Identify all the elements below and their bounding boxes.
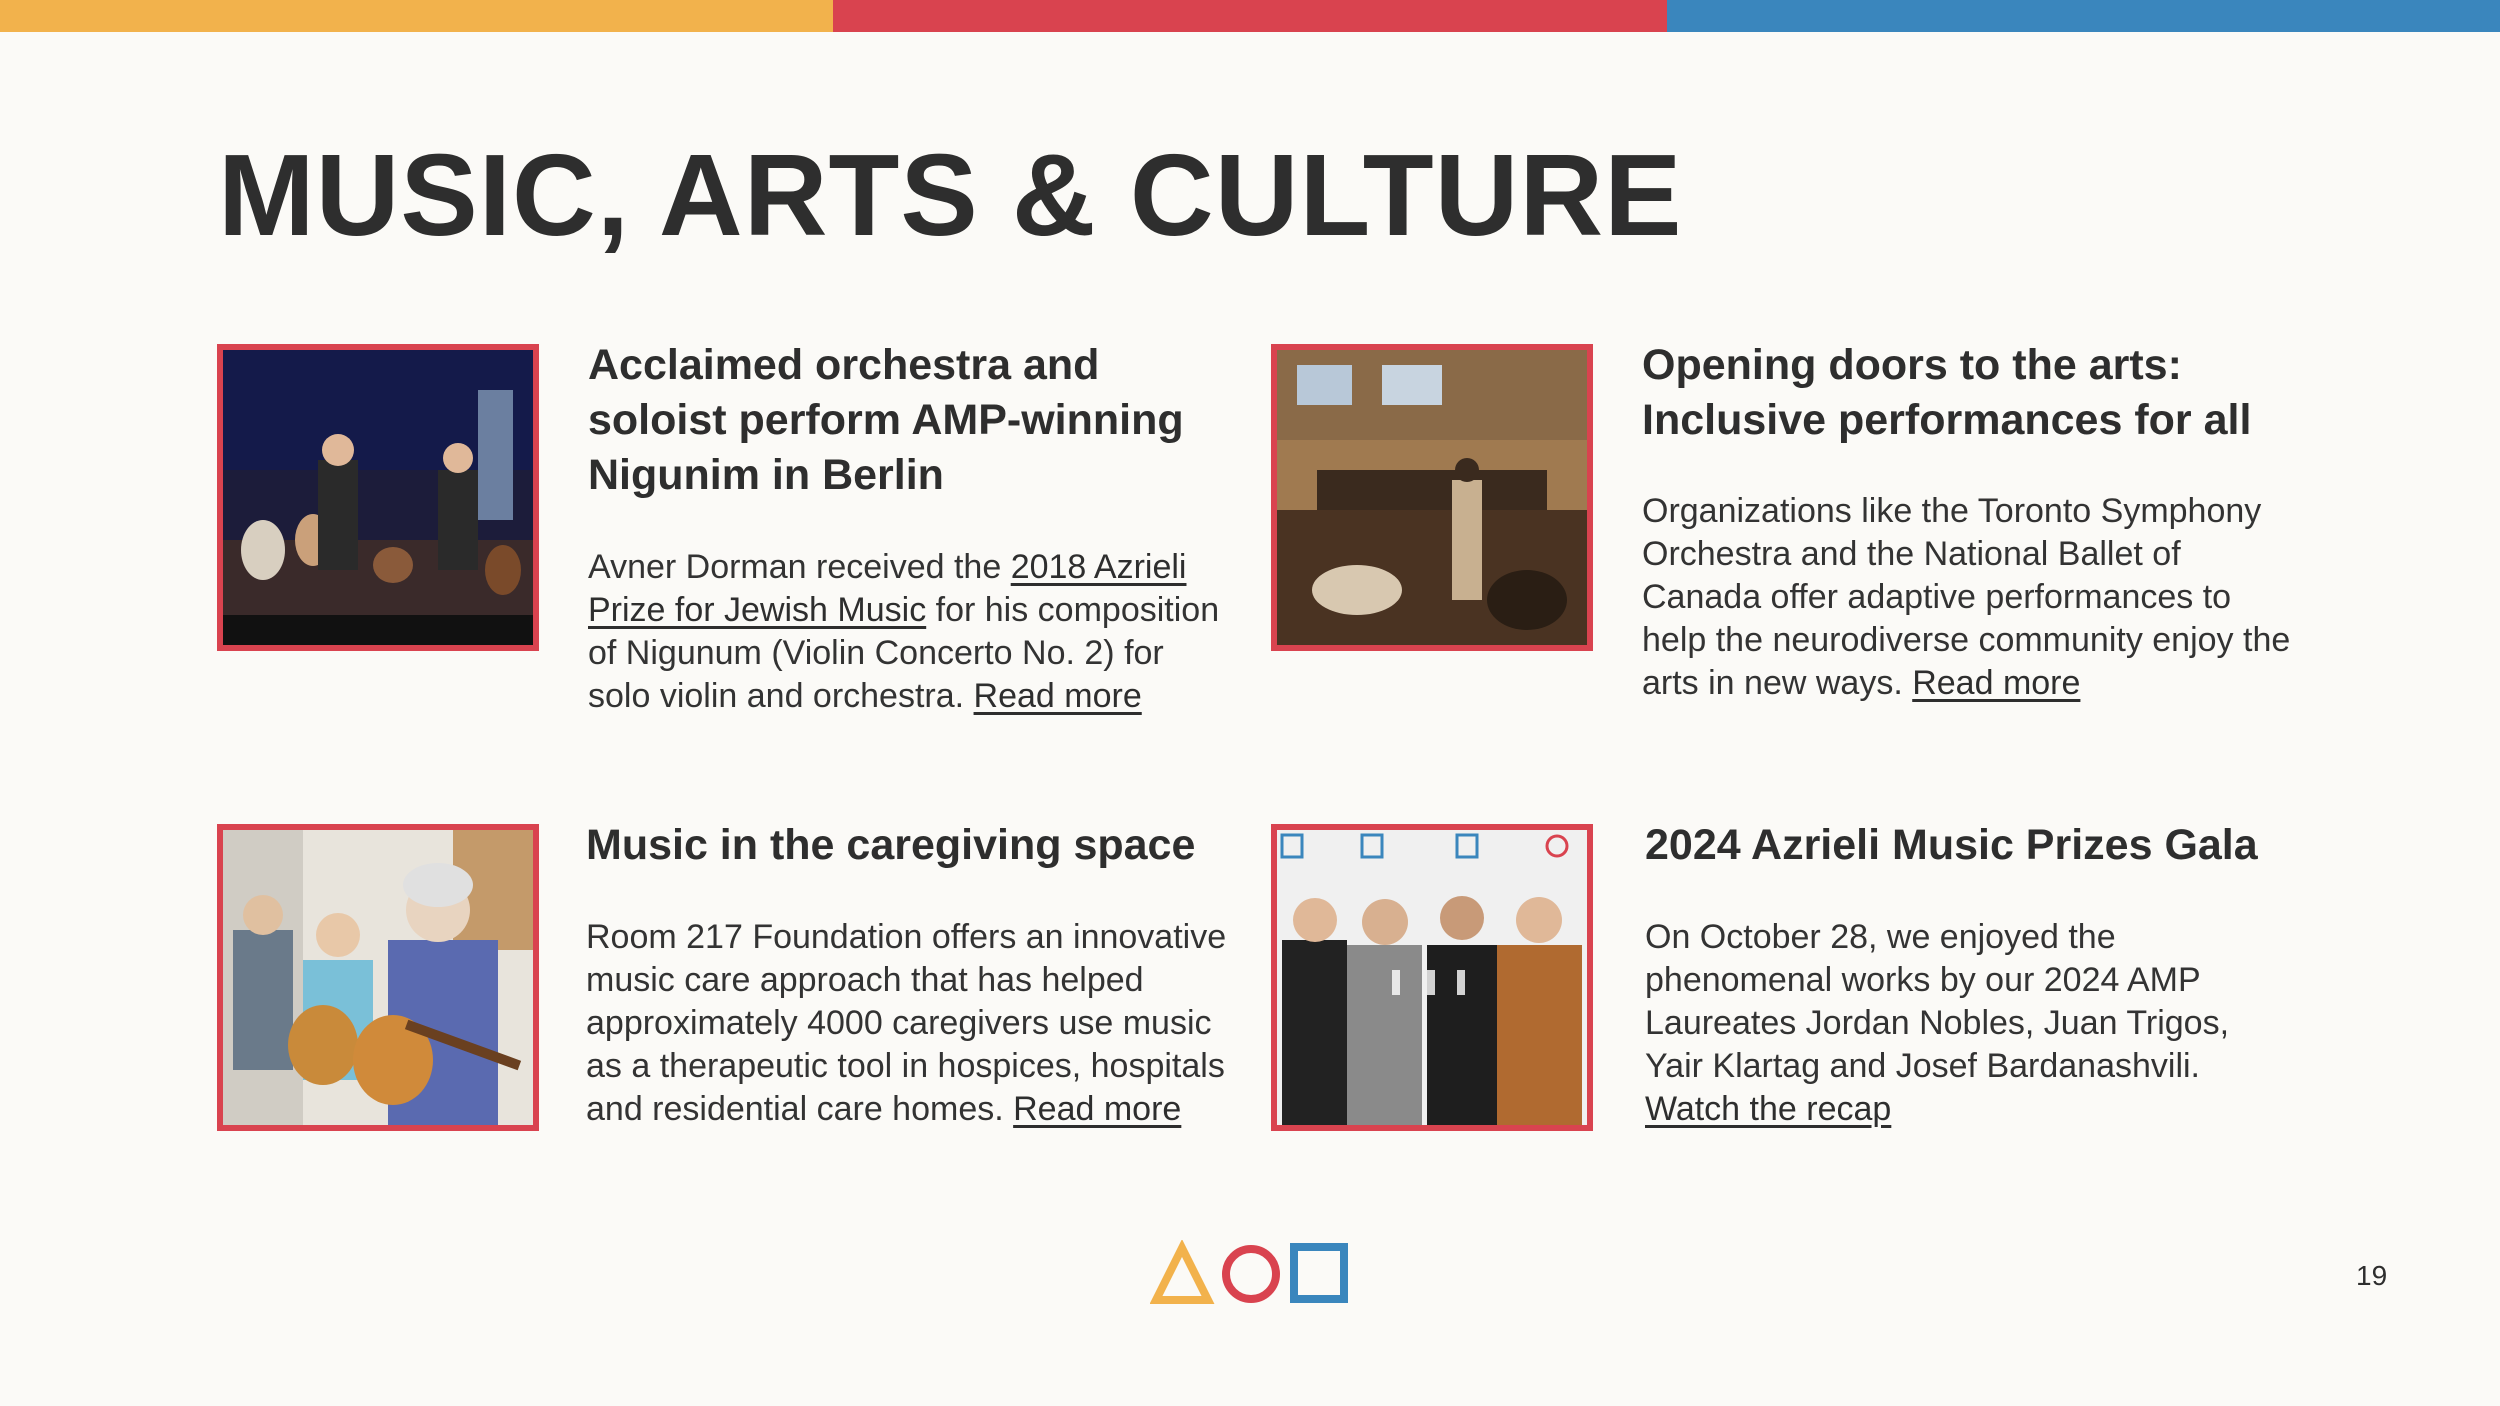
page-number: 19 xyxy=(2356,1260,2388,1291)
card-body xyxy=(588,546,1228,718)
card-body-text-continued: for his composition of Nigunum (Violin Concerto No. 2) for solo violin and orchestra. xyxy=(588,591,1220,715)
read-more-link[interactable]: Read more xyxy=(973,677,1142,715)
top-bar-orange-segment xyxy=(0,0,833,32)
card-heading: Opening doors to the arts: Inclusive performances for all xyxy=(1642,341,2252,444)
card-heading: Music in the caregiving space xyxy=(586,821,1196,869)
concert-hall-photo-icon xyxy=(1277,350,1587,645)
card-body xyxy=(1642,490,2302,705)
read-more-link[interactable]: Read more xyxy=(1912,664,2081,702)
card-body xyxy=(586,916,1236,1131)
gala-toast-photo-icon xyxy=(1277,830,1587,1125)
top-color-bar xyxy=(0,0,2500,32)
card-heading: 2024 Azrieli Music Prizes Gala xyxy=(1645,821,2258,869)
square-icon xyxy=(1294,1247,1344,1299)
triangle-icon xyxy=(1156,1248,1208,1300)
read-more-link[interactable]: Read more xyxy=(1013,1090,1182,1128)
azrieli-shapes-logo xyxy=(1150,1240,1350,1304)
guitar-players-photo-icon xyxy=(223,830,533,1125)
card-body-text: Organizations like the Toronto Symphony Orchestra and the National Ballet of Canada offer adaptive performances to help the neurodiverse community enjoy the arts in new ways. xyxy=(1642,492,2291,702)
orchestra-photo-icon xyxy=(223,350,533,645)
card-body-text: Room 217 Foundation offers an innovative music care approach that has helped approximately 4000 caregivers use music as a therapeutic tool in hospices, hospitals and residential care homes. xyxy=(586,918,1227,1128)
azrieli-prize-link[interactable]: 2018 Azrieli Prize for Jewish Music xyxy=(588,548,1187,629)
page-title: MUSIC, ARTS & CULTURE xyxy=(218,130,1683,260)
card-body-text: Avner Dorman received the xyxy=(588,548,1011,586)
concert-hall-photo xyxy=(1271,344,1593,651)
card-body-text: On October 28, we enjoyed the phenomenal works by our 2024 AMP Laureates Jordan Nobles, Juan Trigos, Yair Klartag and Josef Bardanashvili. xyxy=(1645,918,2230,1085)
guitar-players-photo xyxy=(217,824,539,1131)
top-bar-blue-segment xyxy=(1667,0,2500,32)
orchestra-photo xyxy=(217,344,539,651)
card-heading: Acclaimed orchestra and soloist perform AMP-winning Nigunim in Berlin xyxy=(588,341,1184,499)
top-bar-red-segment xyxy=(833,0,1666,32)
gala-toast-photo xyxy=(1271,824,1593,1131)
watch-recap-link[interactable]: Watch the recap xyxy=(1645,1090,1892,1128)
card-body xyxy=(1645,916,2265,1131)
circle-icon xyxy=(1226,1249,1276,1299)
